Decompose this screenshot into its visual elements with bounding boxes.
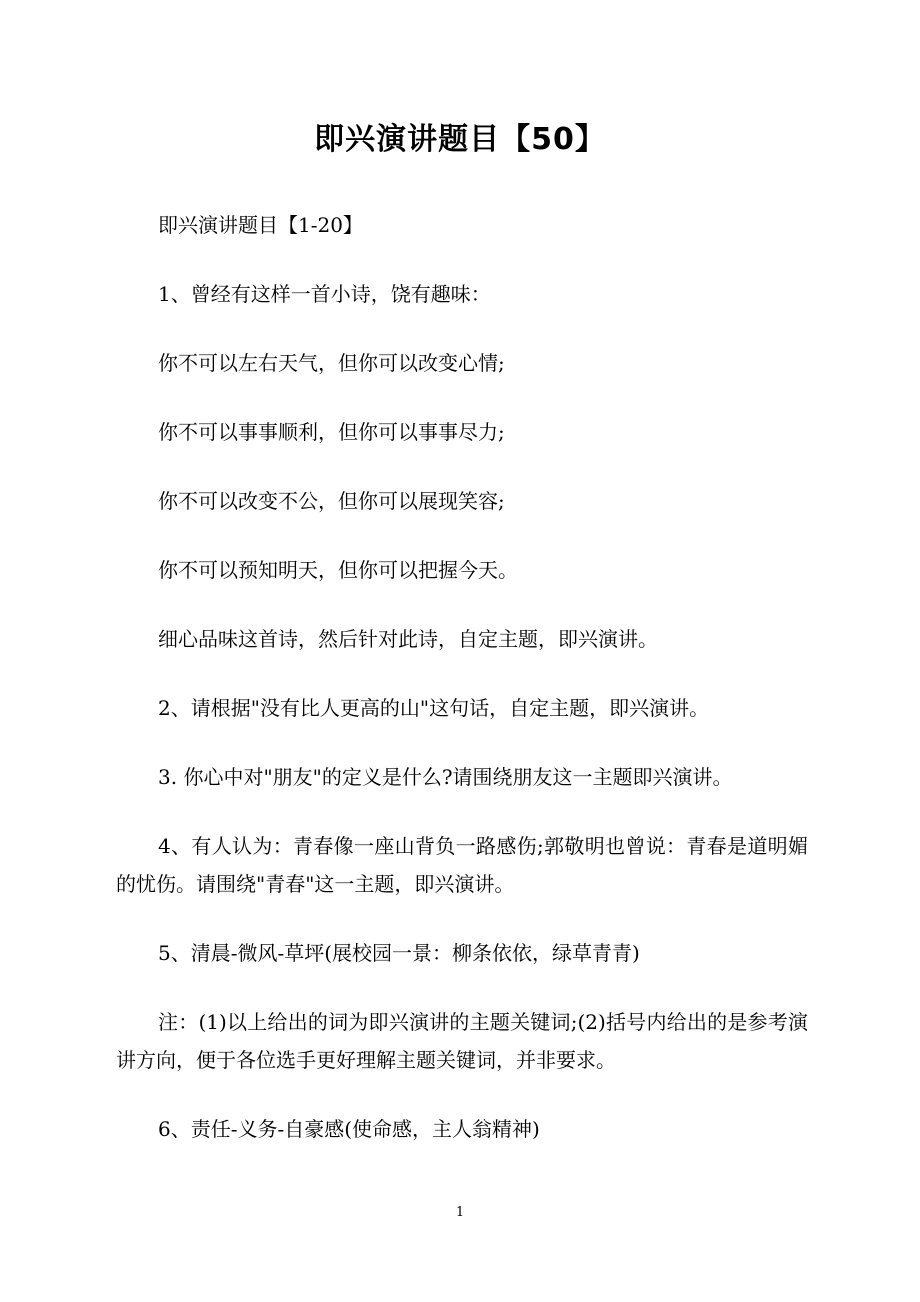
paragraph: 5、清晨-微风-草坪(展校园一景：柳条依依，绿草青青) bbox=[158, 941, 640, 965]
poem-line: 你不可以预知明天，但你可以把握今天。 bbox=[158, 558, 518, 582]
section-heading: 即兴演讲题目【1-20】 bbox=[158, 213, 363, 237]
page-number: 1 bbox=[455, 1205, 465, 1220]
paragraph: 细心品味这首诗，然后针对此诗，自定主题，即兴演讲。 bbox=[158, 627, 658, 651]
paragraph: 2、请根据"没有比人更高的山"这句话，自定主题，即兴演讲。 bbox=[158, 696, 710, 720]
document-title: 即兴演讲题目【50】 bbox=[314, 122, 606, 157]
paragraph: 6、责任-义务-自豪感(使命感，主人翁精神) bbox=[158, 1117, 540, 1141]
paragraph: 4、有人认为：青春像一座山背负一路感伤;郭敬明也曾说：青春是道明媚的忧伤。请围绕"青春"这一主题，即兴演讲。 bbox=[116, 834, 808, 896]
paragraph: 1、曾经有这样一首小诗，饶有趣味： bbox=[158, 282, 491, 306]
paragraph: 3. 你心中对"朋友"的定义是什么?请围绕朋友这一主题即兴演讲。 bbox=[158, 765, 733, 789]
poem-line: 你不可以改变不公，但你可以展现笑容; bbox=[158, 489, 505, 513]
document-body bbox=[116, 206, 808, 1179]
paragraph: 注：(1)以上给出的词为即兴演讲的主题关键词;(2)括号内给出的是参考演讲方向，便于各位选手更好理解主题关键词，并非要求。 bbox=[116, 1010, 808, 1072]
poem-line: 你不可以事事顺利，但你可以事事尽力; bbox=[158, 420, 505, 444]
poem-line: 你不可以左右天气，但你可以改变心情; bbox=[158, 351, 505, 375]
